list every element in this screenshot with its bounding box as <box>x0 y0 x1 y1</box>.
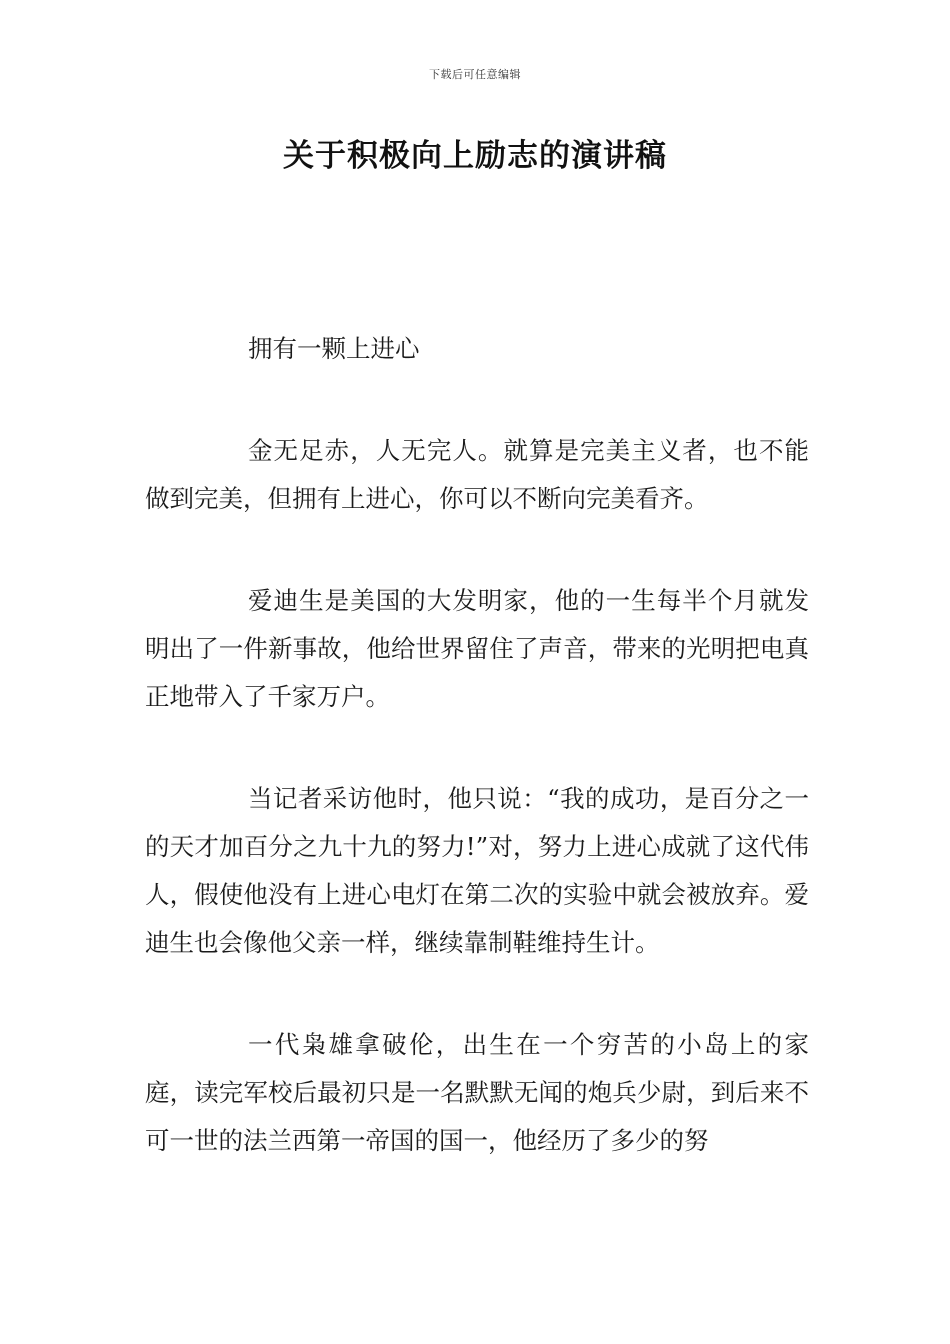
paragraph-4: 一代枭雄拿破伦，出生在一个穷苦的小岛上的家庭，读完军校后最初只是一名默默无闻的炮兵少尉，到后来不可一世的法兰西第一帝国的国一，他经历了多少的努 <box>145 1030 809 1155</box>
section-subtitle: 拥有一颗上进心 <box>248 334 420 363</box>
header-note: 下载后可任意编辑 <box>429 68 521 81</box>
paragraph-3: 当记者采访他时，他只说：“我的成功，是百分之一的天才加百分之九十九的努力!”对，努力上进心成就了这代伟人，假使他没有上进心电灯在第二次的实验中就会被放弃。爱迪生也会像他父亲一样，继续靠制鞋维持生计。 <box>145 784 809 957</box>
document-body <box>145 325 809 1219</box>
document-title: 关于积极向上励志的演讲稿 <box>283 138 667 174</box>
paragraph-2: 爱迪生是美国的大发明家，他的一生每半个月就发明出了一件新事故，他给世界留住了声音，带来的光明把电真正地带入了千家万户。 <box>145 586 809 711</box>
paragraph-1: 金无足赤，人无完人。就算是完美主义者，也不能做到完美，但拥有上进心，你可以不断向完美看齐。 <box>145 436 809 513</box>
